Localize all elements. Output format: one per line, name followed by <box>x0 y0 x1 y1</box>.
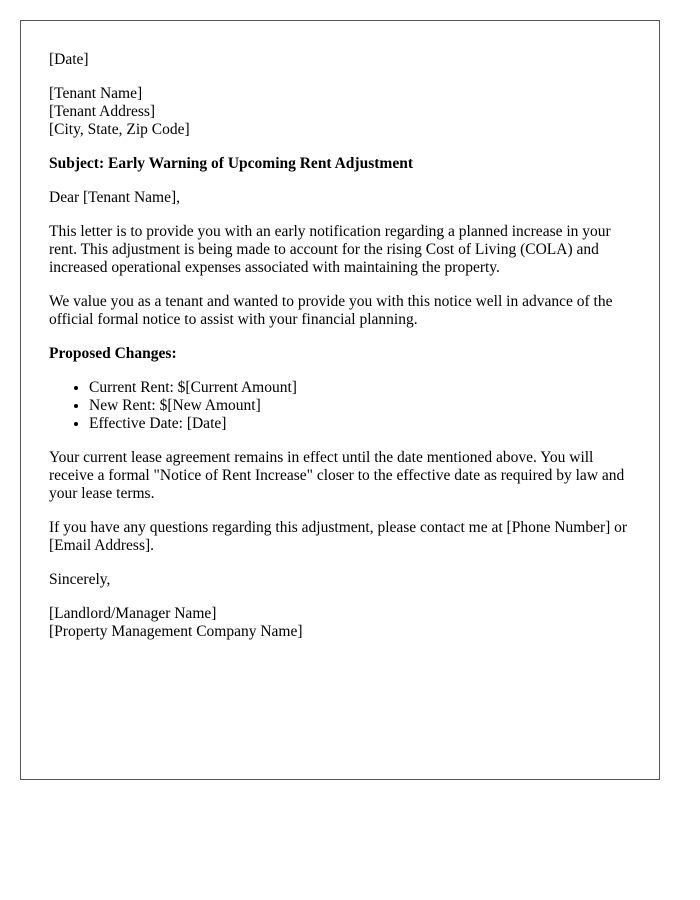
changes-list <box>49 379 631 433</box>
letter-page <box>20 20 660 780</box>
signature-block <box>49 605 631 641</box>
list-item-current-rent: • Current Rent: $[Current Amount] <box>89 379 631 397</box>
recipient-name: [Tenant Name] <box>49 85 143 102</box>
closing: Sincerely, <box>49 571 111 588</box>
signature-company: [Property Management Company Name] <box>49 623 303 640</box>
recipient-block <box>49 85 631 139</box>
paragraph-contact: If you have any questions regarding this adjustment, please contact me at [Phone Number] or [Email Address]. <box>49 519 628 554</box>
list-item-new-rent: • New Rent: $[New Amount] <box>89 397 631 415</box>
list-item-effective-date: • Effective Date: [Date] <box>89 415 631 433</box>
paragraph-notification: This letter is to provide you with an early notification regarding a planned increase in your rent. This adjustment is being made to account for the rising Cost of Living (COLA) and increased operational expenses associated with maintaining the property. <box>49 223 611 276</box>
recipient-city-state-zip: [City, State, Zip Code] <box>49 121 190 138</box>
paragraph-lease-terms: Your current lease agreement remains in effect until the date mentioned above. You will receive a formal "Notice of Rent Increase" closer to the effective date as required by law and your lease terms. <box>49 449 625 502</box>
letter-date: [Date] <box>49 51 89 68</box>
changes-heading: Proposed Changes: <box>49 345 177 362</box>
letter-subject: Subject: Early Warning of Upcoming Rent Adjustment <box>49 155 413 172</box>
recipient-address: [Tenant Address] <box>49 103 156 120</box>
paragraph-value-tenant: We value you as a tenant and wanted to provide you with this notice well in advance of the official formal notice to assist with your financial planning. <box>49 293 613 328</box>
salutation: Dear [Tenant Name], <box>49 189 181 206</box>
signature-name: [Landlord/Manager Name] <box>49 605 217 622</box>
